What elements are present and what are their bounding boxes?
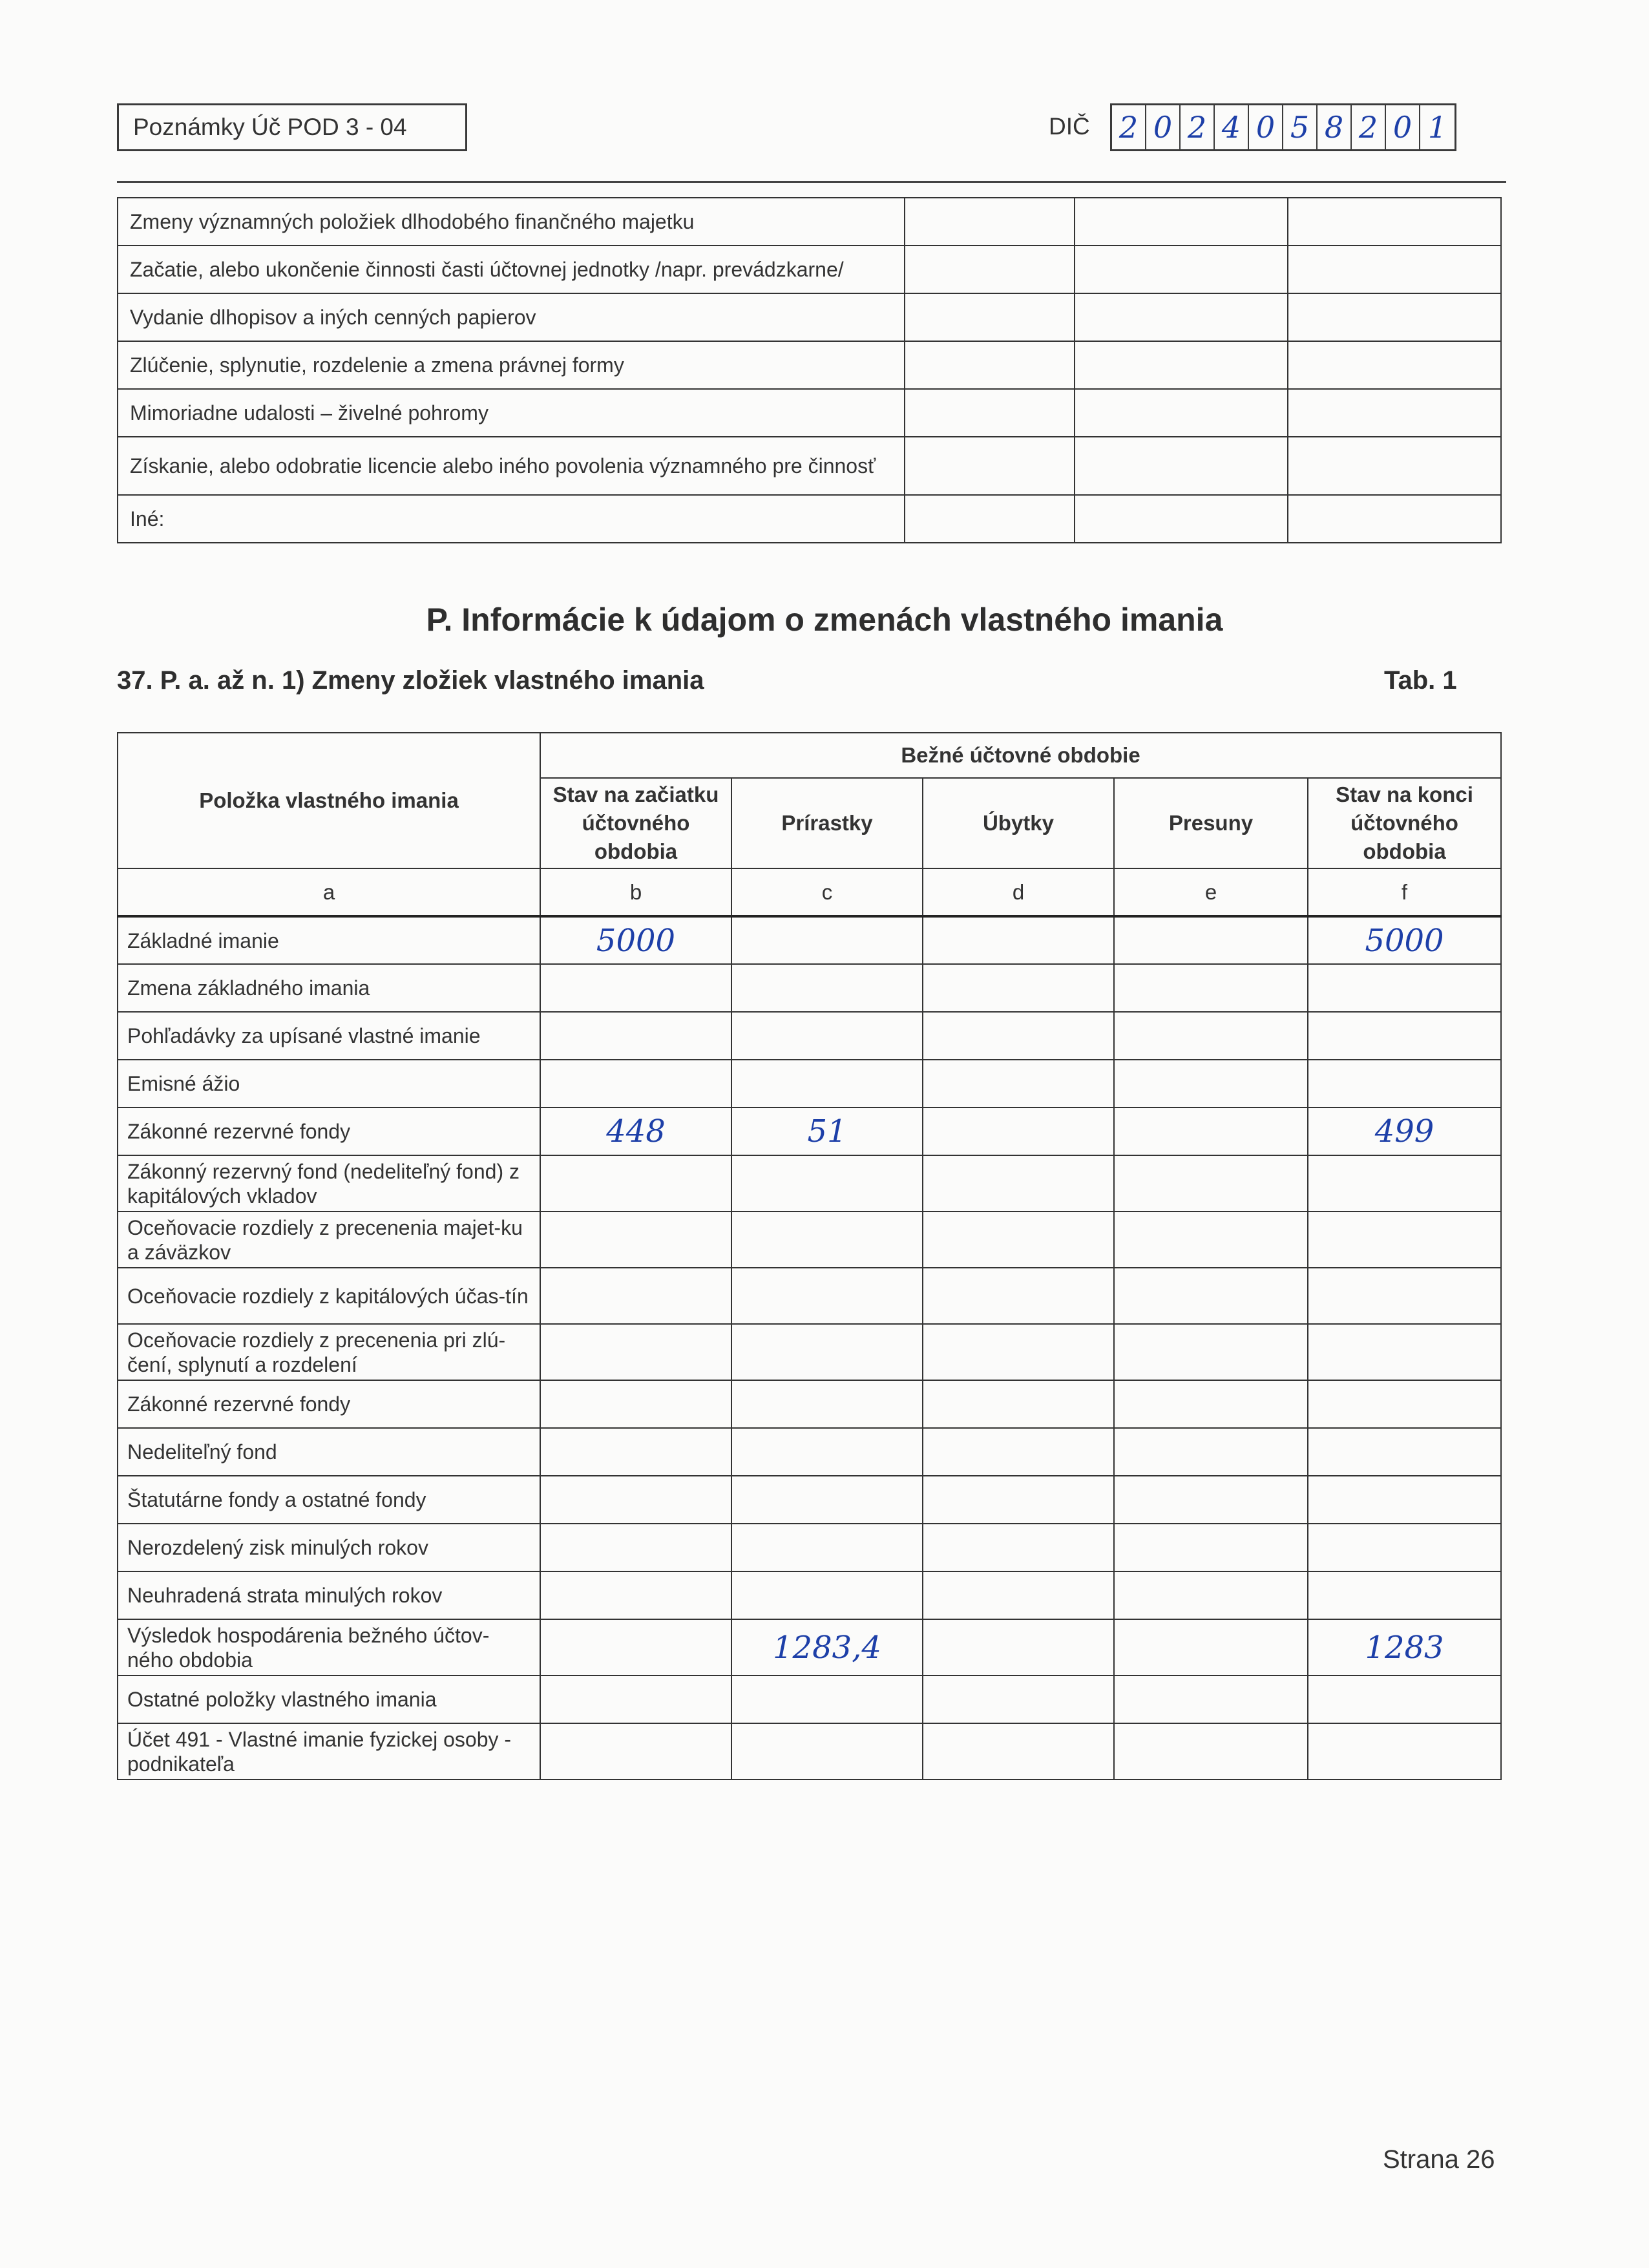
- table-row: [118, 1268, 1501, 1324]
- value-cell-e: [1114, 1155, 1308, 1212]
- dic-field: [1110, 103, 1456, 151]
- row-label: Emisné ážio: [118, 1060, 540, 1108]
- table-row: [118, 437, 1501, 495]
- value-cell-d: [923, 1428, 1114, 1476]
- value-cell-d: [923, 1060, 1114, 1108]
- value-cell-f: [1308, 1380, 1501, 1428]
- table-row: [118, 1380, 1501, 1428]
- row-label: Základné imanie: [118, 916, 540, 964]
- value-cell-e: [1114, 1012, 1308, 1060]
- value-cell-d: [923, 916, 1114, 964]
- value-cell-e: [1114, 1108, 1308, 1155]
- table-row: [118, 198, 1501, 246]
- col-header-additions: Prírastky: [731, 778, 923, 868]
- dic-digit: 4: [1215, 105, 1249, 149]
- table-row: [118, 1723, 1501, 1780]
- event-cell: [1075, 198, 1288, 246]
- table-row: [118, 1212, 1501, 1268]
- value-cell-b: [540, 1675, 731, 1723]
- event-cell: [1075, 437, 1288, 495]
- value-cell-b: [540, 1723, 731, 1780]
- value-cell-e: [1114, 1268, 1308, 1324]
- table-row: [118, 1324, 1501, 1380]
- table-row: [118, 1108, 1501, 1155]
- value-cell-d: [923, 1212, 1114, 1268]
- row-label: Oceňovacie rozdiely z precenenia majet-ku a záväzkov: [118, 1212, 540, 1268]
- value-cell-b: [540, 1268, 731, 1324]
- value-cell-f: [1308, 1571, 1501, 1619]
- equity-table: [117, 732, 1502, 1780]
- value-cell-c: 51: [731, 1108, 923, 1155]
- row-label: Oceňovacie rozdiely z kapitálových účas-tín: [118, 1268, 540, 1324]
- value-cell-b: 5000: [540, 916, 731, 964]
- dic-digit: 8: [1318, 105, 1352, 149]
- col-letter: d: [923, 868, 1114, 916]
- row-label: Účet 491 - Vlastné imanie fyzickej osoby - podnikateľa: [118, 1723, 540, 1780]
- table-row: [118, 1012, 1501, 1060]
- value-cell-f: 499: [1308, 1108, 1501, 1155]
- table-row: [118, 389, 1501, 437]
- event-cell: [1288, 495, 1501, 543]
- value-cell-e: [1114, 1524, 1308, 1571]
- value-cell-b: [540, 1571, 731, 1619]
- table-row: [118, 495, 1501, 543]
- value-cell-f: [1308, 1476, 1501, 1524]
- value-cell-b: [540, 1380, 731, 1428]
- value-cell-d: [923, 1619, 1114, 1675]
- dic-digit: 5: [1283, 105, 1318, 149]
- dic-digit: 0: [1386, 105, 1420, 149]
- value-cell-e: [1114, 916, 1308, 964]
- row-label: Štatutárne fondy a ostatné fondy: [118, 1476, 540, 1524]
- dic-digit: 2: [1112, 105, 1146, 149]
- col-letter: e: [1114, 868, 1308, 916]
- value-cell-c: [731, 1571, 923, 1619]
- value-cell-c: [731, 916, 923, 964]
- value-cell-c: [731, 1380, 923, 1428]
- section-title: P. Informácie k údajom o zmenách vlastného imania: [426, 602, 1223, 638]
- col-letter: c: [731, 868, 923, 916]
- value-cell-f: [1308, 1268, 1501, 1324]
- col-letter: b: [540, 868, 731, 916]
- period-header: Bežné účtovné obdobie: [540, 733, 1501, 778]
- value-cell-d: [923, 964, 1114, 1012]
- col-header-transfers: Presuny: [1114, 778, 1308, 868]
- value-cell-c: [731, 1155, 923, 1212]
- dic-digit: 1: [1427, 110, 1447, 145]
- row-label: Oceňovacie rozdiely z precenenia pri zlú-čení, splynutí a rozdelení: [118, 1324, 540, 1380]
- row-label: Neuhradená strata minulých rokov: [118, 1571, 540, 1619]
- value-cell-c: [731, 1012, 923, 1060]
- dic-digit: 2: [1352, 105, 1386, 149]
- value-cell-f: [1308, 1675, 1501, 1723]
- table-row: [118, 1571, 1501, 1619]
- table-number: Tab. 1: [1384, 666, 1457, 695]
- value-cell-f: [1308, 1723, 1501, 1780]
- row-label: Zákonný rezervný fond (nedeliteľný fond) z kapitálových vkladov: [118, 1155, 540, 1212]
- value-cell-b: [540, 1619, 731, 1675]
- event-cell: [905, 389, 1075, 437]
- dic-label: DIČ: [1049, 113, 1090, 140]
- event-cell: [1075, 389, 1288, 437]
- event-cell: [1075, 246, 1288, 293]
- row-label: Zákonné rezervné fondy: [118, 1380, 540, 1428]
- value-cell-f: [1308, 1012, 1501, 1060]
- event-cell: [1288, 293, 1501, 341]
- value-cell-d: [923, 1571, 1114, 1619]
- event-label: Vydanie dlhopisov a iných cenných papierov: [118, 293, 905, 341]
- value-cell-d: [923, 1012, 1114, 1060]
- dic-digit: 0: [1146, 105, 1181, 149]
- value-cell-b: [540, 1012, 731, 1060]
- value-cell-f: 5000: [1308, 916, 1501, 964]
- event-label: Iné:: [118, 495, 905, 543]
- value-cell-f: [1308, 1155, 1501, 1212]
- value-cell-f: [1308, 1524, 1501, 1571]
- value-cell-b: [540, 1524, 731, 1571]
- header-divider: [117, 181, 1506, 183]
- value-cell-b: [540, 1324, 731, 1380]
- value-cell-c: 1283,4: [731, 1619, 923, 1675]
- value-cell-d: [923, 1324, 1114, 1380]
- value-cell-d: [923, 1675, 1114, 1723]
- table-row: [118, 1428, 1501, 1476]
- value-cell-f: 1283: [1308, 1619, 1501, 1675]
- row-label: Ostatné položky vlastného imania: [118, 1675, 540, 1723]
- row-label: Zmena základného imania: [118, 964, 540, 1012]
- value-cell-d: [923, 1268, 1114, 1324]
- event-cell: [1288, 341, 1501, 389]
- event-label: Zmeny významných položiek dlhodobého finančného majetku: [118, 198, 905, 246]
- form-title: Poznámky Úč POD 3 - 04: [117, 103, 467, 151]
- value-cell-c: [731, 1723, 923, 1780]
- event-label: Zlúčenie, splynutie, rozdelenie a zmena právnej formy: [118, 341, 905, 389]
- value-cell-e: [1114, 1324, 1308, 1380]
- value-cell-e: [1114, 1675, 1308, 1723]
- letter-row: [118, 868, 1501, 916]
- event-cell: [1288, 389, 1501, 437]
- col-header-start: Stav na začiatku účtovného obdobia: [540, 778, 731, 868]
- table-row: [118, 964, 1501, 1012]
- row-label: Pohľadávky za upísané vlastné imanie: [118, 1012, 540, 1060]
- table-subtitle: 37. P. a. až n. 1) Zmeny zložiek vlastného imania: [117, 666, 704, 695]
- col-header-decreases: Úbytky: [923, 778, 1114, 868]
- event-cell: [905, 293, 1075, 341]
- events-table: [117, 197, 1502, 543]
- value-cell-e: [1114, 1380, 1308, 1428]
- event-cell: [1075, 341, 1288, 389]
- table-row: [118, 341, 1501, 389]
- value-cell-d: [923, 1723, 1114, 1780]
- value-cell-b: [540, 1155, 731, 1212]
- page-number: Strana 26: [1383, 2145, 1495, 2174]
- table-row: [118, 246, 1501, 293]
- value-cell-c: [731, 1428, 923, 1476]
- event-cell: [905, 198, 1075, 246]
- value-cell-e: [1114, 1212, 1308, 1268]
- table-row: [118, 1155, 1501, 1212]
- value-cell-e: [1114, 1619, 1308, 1675]
- event-label: Začatie, alebo ukončenie činnosti časti účtovnej jednotky /napr. prevádzkarne/: [118, 246, 905, 293]
- table-row: [118, 1619, 1501, 1675]
- table-row: [118, 916, 1501, 964]
- value-cell-d: [923, 1380, 1114, 1428]
- value-cell-c: [731, 1324, 923, 1380]
- row-label: Nedeliteľný fond: [118, 1428, 540, 1476]
- value-cell-f: [1308, 1324, 1501, 1380]
- event-cell: [1288, 198, 1501, 246]
- dic-digit: 0: [1249, 105, 1283, 149]
- value-cell-f: [1308, 964, 1501, 1012]
- event-cell: [1288, 246, 1501, 293]
- table-row: [118, 1675, 1501, 1723]
- value-cell-c: [731, 1268, 923, 1324]
- value-cell-e: [1114, 1060, 1308, 1108]
- table-row: [118, 293, 1501, 341]
- event-cell: [1075, 495, 1288, 543]
- value-cell-e: [1114, 964, 1308, 1012]
- event-cell: [905, 341, 1075, 389]
- row-label: Zákonné rezervné fondy: [118, 1108, 540, 1155]
- value-cell-f: [1308, 1212, 1501, 1268]
- value-cell-d: [923, 1108, 1114, 1155]
- row-label: Výsledok hospodárenia bežného účtov-ného obdobia: [118, 1619, 540, 1675]
- value-cell-c: [731, 1060, 923, 1108]
- value-cell-f: [1308, 1428, 1501, 1476]
- table-row: [118, 1476, 1501, 1524]
- value-cell-c: [731, 1675, 923, 1723]
- value-cell-e: [1114, 1723, 1308, 1780]
- col-letter: a: [118, 868, 540, 916]
- event-cell: [905, 495, 1075, 543]
- value-cell-c: [731, 1524, 923, 1571]
- value-cell-f: [1308, 1060, 1501, 1108]
- value-cell-d: [923, 1476, 1114, 1524]
- event-label: Mimoriadne udalosti – živelné pohromy: [118, 389, 905, 437]
- col-header-end: Stav na konci účtovného obdobia: [1308, 778, 1501, 868]
- table-row: [118, 1524, 1501, 1571]
- value-cell-d: [923, 1524, 1114, 1571]
- event-cell: [905, 437, 1075, 495]
- value-cell-d: [923, 1155, 1114, 1212]
- event-cell: [1288, 437, 1501, 495]
- value-cell-e: [1114, 1571, 1308, 1619]
- value-cell-b: [540, 1212, 731, 1268]
- value-cell-b: [540, 1060, 731, 1108]
- col-letter: f: [1308, 868, 1501, 916]
- table-row: [118, 1060, 1501, 1108]
- event-cell: [905, 246, 1075, 293]
- header-row: [118, 733, 1501, 778]
- value-cell-b: 448: [540, 1108, 731, 1155]
- event-label: Získanie, alebo odobratie licencie alebo iného povolenia významného pre činnosť: [118, 437, 905, 495]
- value-cell-e: [1114, 1428, 1308, 1476]
- item-column-header: Položka vlastného imania: [118, 733, 540, 868]
- value-cell-b: [540, 1428, 731, 1476]
- value-cell-b: [540, 1476, 731, 1524]
- value-cell-c: [731, 1476, 923, 1524]
- value-cell-e: [1114, 1476, 1308, 1524]
- dic-digit: 2: [1181, 105, 1215, 149]
- event-cell: [1075, 293, 1288, 341]
- value-cell-c: [731, 1212, 923, 1268]
- value-cell-c: [731, 964, 923, 1012]
- row-label: Nerozdelený zisk minulých rokov: [118, 1524, 540, 1571]
- value-cell-b: [540, 964, 731, 1012]
